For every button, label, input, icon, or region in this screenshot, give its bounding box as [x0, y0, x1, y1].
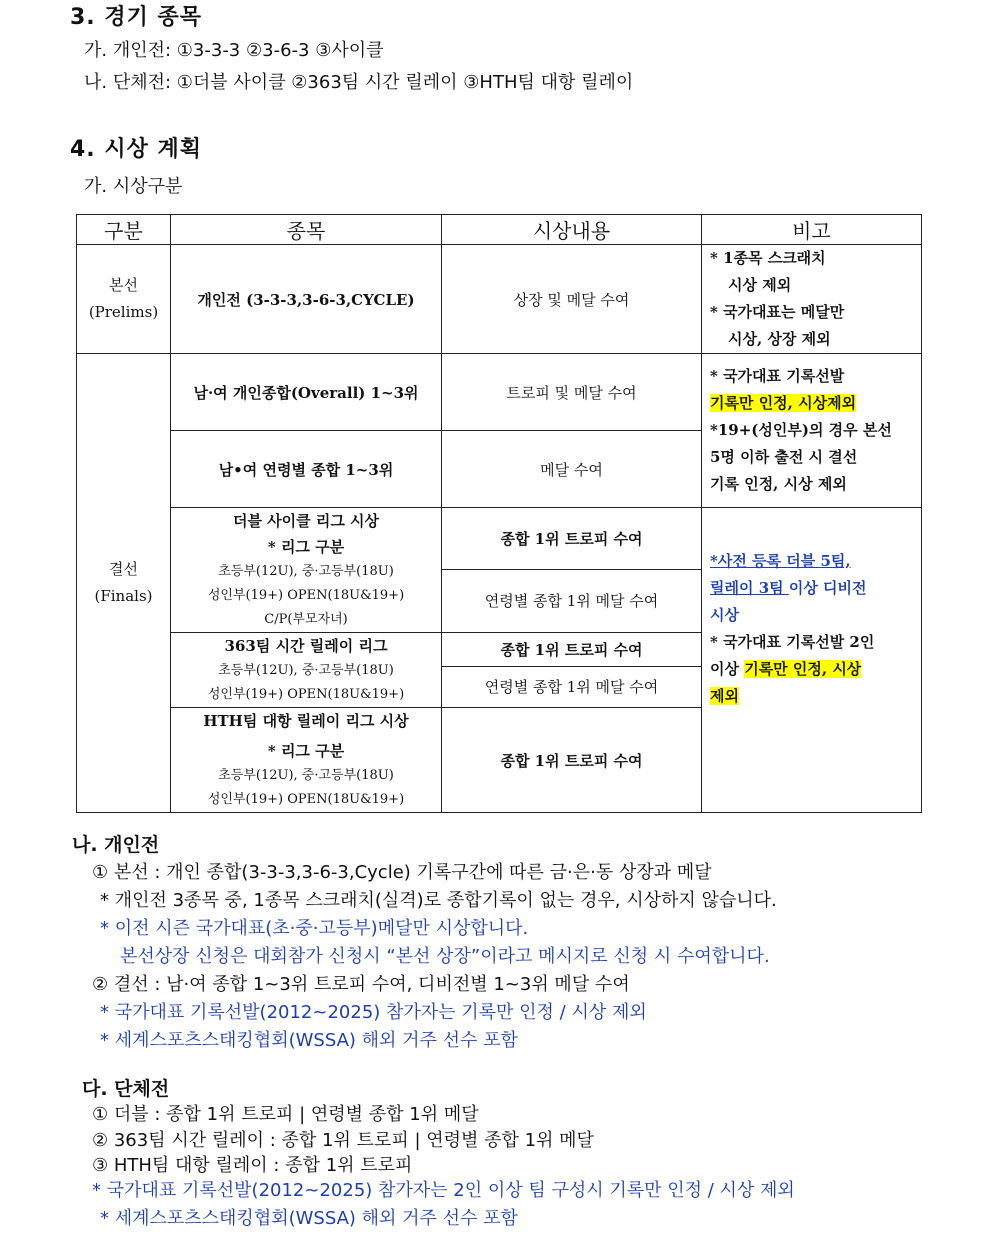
- awards-table: [76, 214, 922, 813]
- double-div: C/P(부모자녀): [264, 612, 348, 627]
- team-note-line: 시상: [710, 606, 739, 624]
- relay-div: 성인부(19+) OPEN(18U&19+): [207, 687, 405, 702]
- relay-div: 초등부(12U), 중·고등부(18U): [218, 663, 394, 678]
- hth-div: 성인부(19+) OPEN(18U&19+): [207, 792, 405, 807]
- section3-individual: 가. 개인전: ①3-3-3 ②3-6-3 ③사이클: [84, 40, 384, 61]
- double-div: 초등부(12U), 중·고등부(18U): [218, 564, 394, 579]
- finals-label-cell: [77, 354, 171, 813]
- finals-note-line: 5명 이하 출전 시 결선: [710, 448, 858, 466]
- section3-title: 3. 경기 종목: [70, 5, 202, 30]
- team-line: ③ HTH팀 대항 릴레이 : 종합 1위 트로피: [92, 1155, 413, 1176]
- team-note-line: 이상 디비전: [788, 579, 867, 597]
- finals-label-en: (Finals): [94, 587, 153, 605]
- team-line: * 세계스포츠스태킹협회(WSSA) 해외 거주 선수 포함: [100, 1208, 518, 1229]
- relay-event: [171, 633, 442, 708]
- finals-label: 결선: [109, 560, 138, 578]
- individual-line: * 세계스포츠스태킹협회(WSSA) 해외 거주 선수 포함: [100, 1030, 518, 1051]
- header-remarks: 비고: [702, 215, 922, 245]
- prelims-event: 개인전 (3-3-3,3-6-3,CYCLE): [171, 245, 442, 354]
- prelims-label-en: (Prelims): [88, 303, 159, 321]
- finals-note-line: 기록 인정, 시상 제외: [710, 475, 847, 493]
- relay-award-age: 연령별 종합 1위 메달 수여: [442, 666, 702, 707]
- header-award: 시상내용: [442, 215, 702, 245]
- finals-note-highlight: 기록만 인정, 시상제외: [710, 394, 857, 412]
- overall-award: 트로피 및 메달 수여: [442, 354, 702, 431]
- team-note-line: *사전 등록 더블 5팀,: [710, 552, 851, 570]
- individual-line: * 개인전 3종목 중, 1종목 스크래치(실격)로 종합기록이 없는 경우, 시상하지 않습니다.: [100, 890, 777, 911]
- relay-award-overall: 종합 1위 트로피 수여: [442, 633, 702, 667]
- section3-team: 나. 단체전: ①더블 사이클 ②363팀 시간 릴레이 ③HTH팀 대항 릴레이: [84, 72, 634, 93]
- header-category: 구분: [77, 215, 171, 245]
- hth-league: * 리그 구분: [267, 742, 345, 760]
- section4-subtitle: 가. 시상구분: [84, 176, 183, 197]
- team-section-title: 다. 단체전: [82, 1078, 170, 1100]
- individual-line: 본선상장 신청은 대회참가 신청시 “본선 상장”이라고 메시지로 신청 시 수여합니다.: [120, 946, 770, 967]
- team-note-line: 이상: [710, 660, 745, 678]
- prelims-note-line: 시상 제외: [728, 276, 792, 294]
- team-note-highlight: 제외: [710, 687, 739, 705]
- double-award-overall: 종합 1위 트로피 수여: [442, 508, 702, 570]
- prelims-label: 본선: [109, 276, 138, 294]
- relay-title: 363팀 시간 릴레이 리그: [224, 637, 388, 655]
- overall-event: 남·여 개인종합(Overall) 1~3위: [171, 354, 442, 431]
- team-line: * 국가대표 기록선발(2012~2025) 참가자는 2인 이상 팀 구성시 기록만 인정 / 시상 제외: [92, 1180, 795, 1201]
- double-div: 성인부(19+) OPEN(18U&19+): [207, 588, 405, 603]
- individual-line: ① 본선 : 개인 종합(3-3-3,3-6-3,Cycle) 기록구간에 따른 금·은·동 상장과 메달: [92, 862, 712, 883]
- team-note-line: * 국가대표 기록선발 2인: [710, 633, 875, 651]
- team-note-highlight: 기록만 인정, 시상: [744, 660, 862, 678]
- prelims-note-line: * 1종목 스크래치: [710, 249, 826, 267]
- team-line: ② 363팀 시간 릴레이 : 종합 1위 트로피 | 연령별 종합 1위 메달: [92, 1130, 594, 1151]
- double-league: * 리그 구분: [267, 538, 345, 556]
- header-event: 종목: [171, 215, 442, 245]
- double-award-age: 연령별 종합 1위 메달 수여: [442, 569, 702, 632]
- double-title: 더블 사이클 리그 시상: [232, 512, 380, 530]
- double-event: [171, 508, 442, 633]
- hth-award: 종합 1위 트로피 수여: [442, 708, 702, 813]
- finals-note-line: * 국가대표 기록선발: [710, 367, 845, 385]
- individual-section-title: 나. 개인전: [72, 834, 160, 856]
- individual-line: ② 결선 : 남·여 종합 1~3위 트로피 수여, 디비전별 1~3위 메달 수여: [92, 974, 630, 995]
- hth-title: HTH팀 대항 릴레이 리그 시상: [203, 712, 409, 730]
- hth-div: 초등부(12U), 중·고등부(18U): [218, 768, 394, 783]
- prelims-award: 상장 및 메달 수여: [442, 245, 702, 354]
- team-line: ① 더블 : 종합 1위 트로피 | 연령별 종합 1위 메달: [92, 1104, 479, 1125]
- table-row-overall: [77, 354, 922, 431]
- prelims-note: [702, 245, 922, 354]
- prelims-note-line: 시상, 상장 제외: [728, 330, 831, 348]
- age-event: 남•여 연령별 종합 1~3위: [171, 431, 442, 508]
- table-row-prelims: [77, 245, 922, 354]
- finals-note: [702, 354, 922, 508]
- team-note-line: 릴레이 3팀: [710, 579, 789, 597]
- finals-note-line: *19+(성인부)의 경우 본선: [710, 421, 892, 439]
- prelims-label-cell: [77, 245, 171, 354]
- age-award: 메달 수여: [442, 431, 702, 508]
- prelims-note-line: * 국가대표는 메달만: [710, 303, 845, 321]
- team-note: [702, 508, 922, 813]
- table-row-double-1: [77, 508, 922, 570]
- hth-event: [171, 708, 442, 813]
- individual-line: * 이전 시즌 국가대표(초·중·고등부)메달만 시상합니다.: [100, 918, 529, 939]
- table-header-row: [77, 215, 922, 245]
- section4-title: 4. 시상 계획: [70, 137, 202, 162]
- individual-line: * 국가대표 기록선발(2012~2025) 참가자는 기록만 인정 / 시상 제외: [100, 1002, 647, 1023]
